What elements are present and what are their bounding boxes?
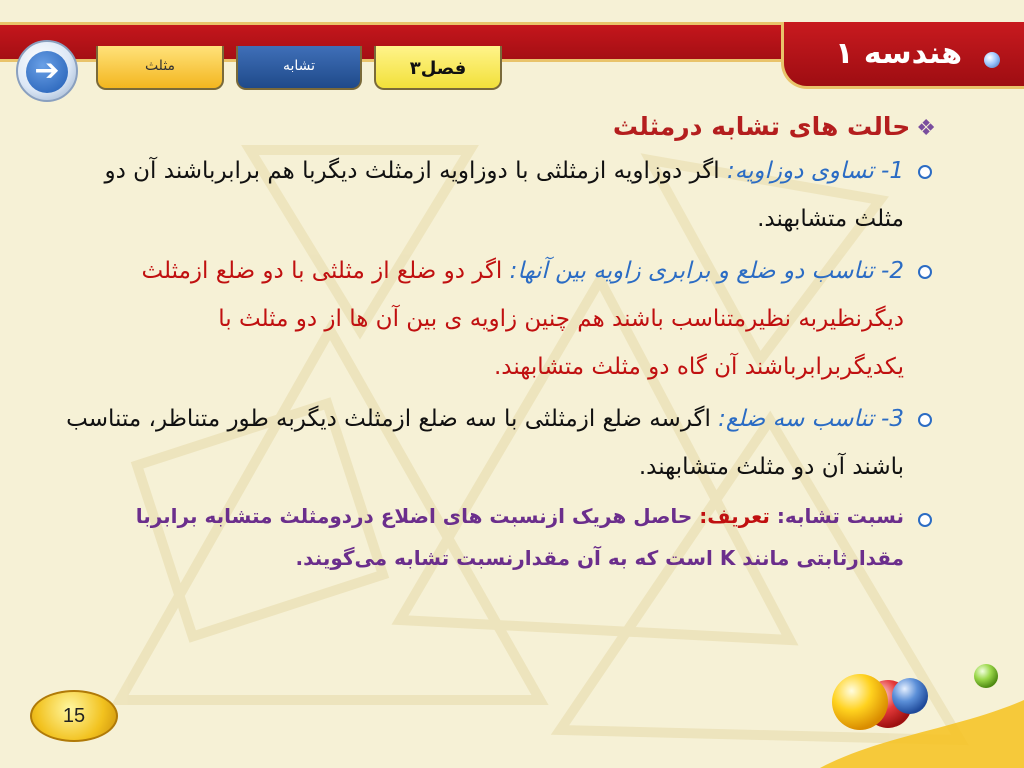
four-diamond-star-icon: ❖ xyxy=(916,116,936,141)
item-text: اگرسه ضلع ازمثلثی با سه ضلع ازمثلث دیگربه طور متناظر، متناسب باشند آن دو مثلث متشابهند. xyxy=(66,406,904,480)
next-slide-button[interactable] xyxy=(16,40,78,102)
section-heading xyxy=(56,112,936,141)
item-lead: نسبت تشابه: xyxy=(776,504,904,528)
section-heading-text: حالت های تشابه درمثلث xyxy=(612,112,911,141)
list-item xyxy=(56,247,936,391)
item-text: اگر دوزاویه ازمثلثی با دوزاویه ازمثلث دیگربا هم برابرباشند آن دو مثلث متشابهند. xyxy=(104,158,904,232)
tab-similarity-label: تشابه xyxy=(282,58,316,74)
page-number: 15 xyxy=(62,705,86,727)
page-number-badge xyxy=(30,690,118,742)
hollow-circle-bullet-icon xyxy=(918,413,932,427)
tab-triangle-label: مثلث xyxy=(144,58,176,74)
tab-chapter-label: فصل۳ xyxy=(409,58,467,79)
tab-similarity[interactable] xyxy=(236,46,362,90)
hollow-circle-bullet-icon xyxy=(918,513,932,527)
slide-content xyxy=(56,112,936,583)
colored-balls-icon xyxy=(820,640,1024,768)
definition-term: تعریف: xyxy=(699,504,777,528)
arrow-right-icon: ➔ xyxy=(26,51,68,93)
item-text: اگر دو ضلع از مثلثی با دو ضلع ازمثلث دیگرنظیربه نظیرمتناسب باشند هم چنین زاویه ی بین آن ها از دو مثلث با یکدیگربرابرباشند آن گاه دو مثلث متشابهند. xyxy=(141,258,904,380)
bullet-dot-icon xyxy=(984,52,1000,68)
item-lead: 2- تناسب دو ضلع و برابری زاویه بین آنها: xyxy=(509,258,904,284)
hollow-circle-bullet-icon xyxy=(918,265,932,279)
tab-chapter[interactable] xyxy=(374,46,502,90)
item-lead: 1- تساوی دوزاویه: xyxy=(726,158,904,184)
item-text: حاصل هریک ازنسبت های اضلاع دردومثلث متشابه برابربا مقدارثابتی مانند K است که به آن مقدارنسبت تشابه می‌گویند. xyxy=(135,504,904,570)
hollow-circle-bullet-icon xyxy=(918,165,932,179)
tab-triangle[interactable] xyxy=(96,46,224,90)
list-item-definition xyxy=(56,495,936,579)
list-item xyxy=(56,395,936,491)
list-item xyxy=(56,147,936,243)
chapter-title: هندسه ۱ xyxy=(835,36,962,71)
item-lead: 3- تناسب سه ضلع: xyxy=(718,406,904,432)
